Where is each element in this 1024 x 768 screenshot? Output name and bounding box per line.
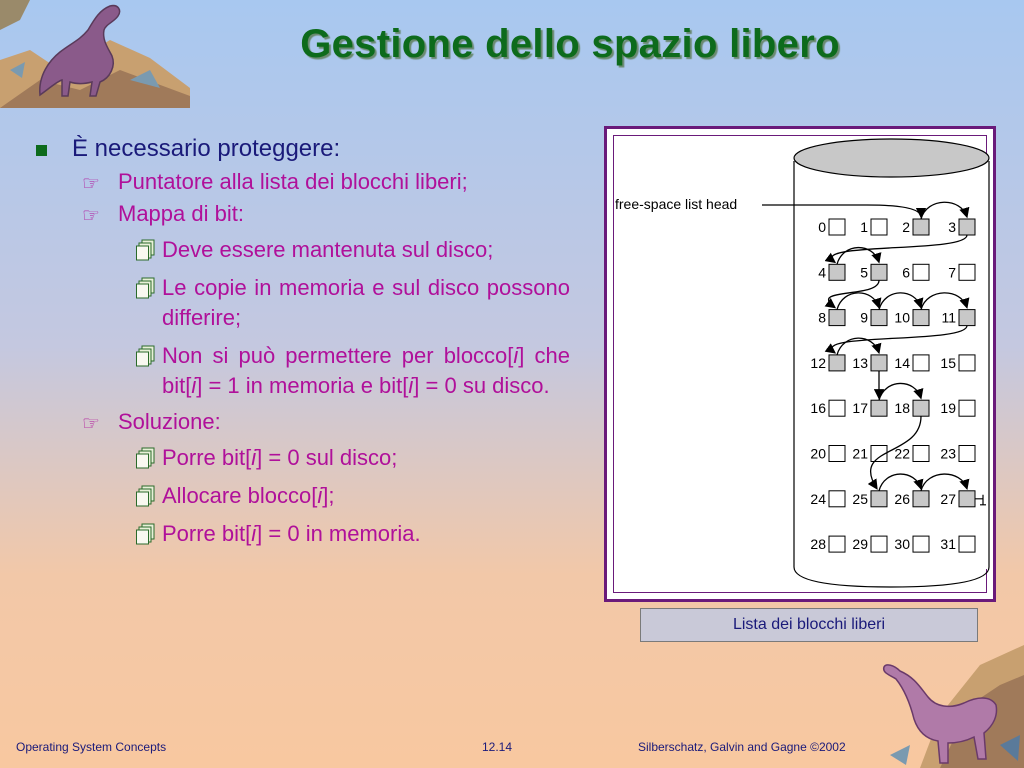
bullet-text: Puntatore alla lista dei blocchi liberi; [118,169,468,194]
block-number-label: 11 [941,309,956,326]
bullet-level2 [30,409,570,435]
block-number-label: 28 [810,536,826,553]
block-number-label: 8 [818,309,826,326]
bullet-level2 [30,201,570,227]
dinosaur-top-icon [0,0,190,108]
block-number-label: 14 [894,354,910,371]
used-block [959,536,975,552]
bullet-text: Soluzione: [118,409,221,434]
free-block [959,310,975,326]
used-block [829,446,845,462]
free-block [871,491,887,507]
pointing-hand-icon: ☞ [82,413,100,435]
block-number-label: 29 [852,536,868,553]
block-number-label: 9 [860,309,868,326]
block-number-label: 19 [940,400,956,417]
used-block [913,446,929,462]
free-block [913,310,929,326]
used-block [913,536,929,552]
block-number-label: 22 [894,445,910,462]
page-stack-icon [136,345,156,367]
bullet-level3 [30,443,570,473]
disk-diagram-svg [607,129,993,599]
free-block [959,219,975,235]
free-block [913,400,929,416]
bullet-text: Porre bit[i] = 0 sul disco; [162,445,398,470]
block-number-label: 27 [940,490,956,507]
used-block [959,446,975,462]
bullet-text: Deve essere mantenuta sul disco; [162,237,494,262]
used-block [829,536,845,552]
used-block [871,536,887,552]
diagram-caption: Lista dei blocchi liberi [640,608,978,642]
free-block [871,355,887,371]
bullet-text: Le copie in memoria e sul disco possono differire; [162,275,570,330]
bullet-text: Mappa di bit: [118,201,244,226]
free-block [913,219,929,235]
free-block [871,264,887,280]
block-number-label: 23 [940,445,956,462]
block-number-label: 1 [860,219,868,235]
free-block [829,264,845,280]
cylinder-top [794,139,989,177]
block-number-label: 13 [852,354,868,371]
bullet-level3 [30,341,570,401]
block-number-label: 3 [948,219,956,235]
bullet-level3 [30,519,570,549]
free-block [829,355,845,371]
bullet-level1 [30,135,570,163]
used-block [959,264,975,280]
block-number-label: 31 [940,536,956,553]
dinosaur-bottom-icon [880,645,1024,768]
page-stack-icon [136,447,156,469]
bullet-level3 [30,273,570,333]
block-number-label: 21 [852,445,868,462]
bullet-list [30,135,570,557]
bullet-text: Porre bit[i] = 0 in memoria. [162,521,421,546]
block-number-label: 7 [948,264,956,281]
used-block [913,355,929,371]
footer-course: Operating System Concepts [16,740,167,754]
page-stack-icon [136,485,156,507]
page-stack-icon [136,239,156,261]
pointing-hand-icon: ☞ [82,173,100,195]
bullet-level3 [30,481,570,511]
used-block [829,400,845,416]
block-number-label: 0 [818,219,826,235]
footer-page-number: 12.14 [482,740,513,754]
block-number-label: 10 [894,309,910,326]
block-number-label: 25 [852,490,868,507]
page-stack-icon [136,523,156,545]
free-block [829,310,845,326]
free-block [913,491,929,507]
bullet-level3 [30,235,570,265]
free-block [959,491,975,507]
block-number-label: 12 [810,354,826,371]
block-number-label: 16 [810,400,826,417]
free-space-head-label: free-space list head [615,196,738,212]
block-number-label: 5 [860,264,868,281]
block-number-label: 18 [894,400,910,417]
block-number-label: 24 [810,490,826,507]
bullet-text: Allocare blocco[i]; [162,483,335,508]
block-number-label: 15 [940,354,956,371]
used-block [871,219,887,235]
block-number-label: 4 [818,264,826,281]
block-number-label: 26 [894,490,910,507]
block-number-label: 2 [902,219,910,235]
used-block [913,264,929,280]
footer-copyright: Silberschatz, Galvin and Gagne ©2002 [638,740,846,754]
used-block [959,400,975,416]
used-block [829,219,845,235]
bullet-text: È necessario proteggere: [72,135,341,162]
bullet-text: Non si può permettere per blocco[i] che bit[i] = 1 in memoria e bit[i] = 0 su disco. [162,343,570,398]
pointing-hand-icon: ☞ [82,205,100,227]
free-block [871,400,887,416]
block-number-label: 6 [902,264,910,281]
used-block [829,491,845,507]
free-block [871,310,887,326]
page-stack-icon [136,277,156,299]
square-bullet-icon [36,145,47,156]
slide-title: Gestione dello spazio libero [300,22,840,66]
used-block [959,355,975,371]
block-number-label: 20 [810,445,826,462]
block-number-label: 30 [894,536,910,553]
free-space-diagram [604,126,996,602]
block-number-label: 17 [852,400,868,417]
bullet-level2 [30,169,570,195]
